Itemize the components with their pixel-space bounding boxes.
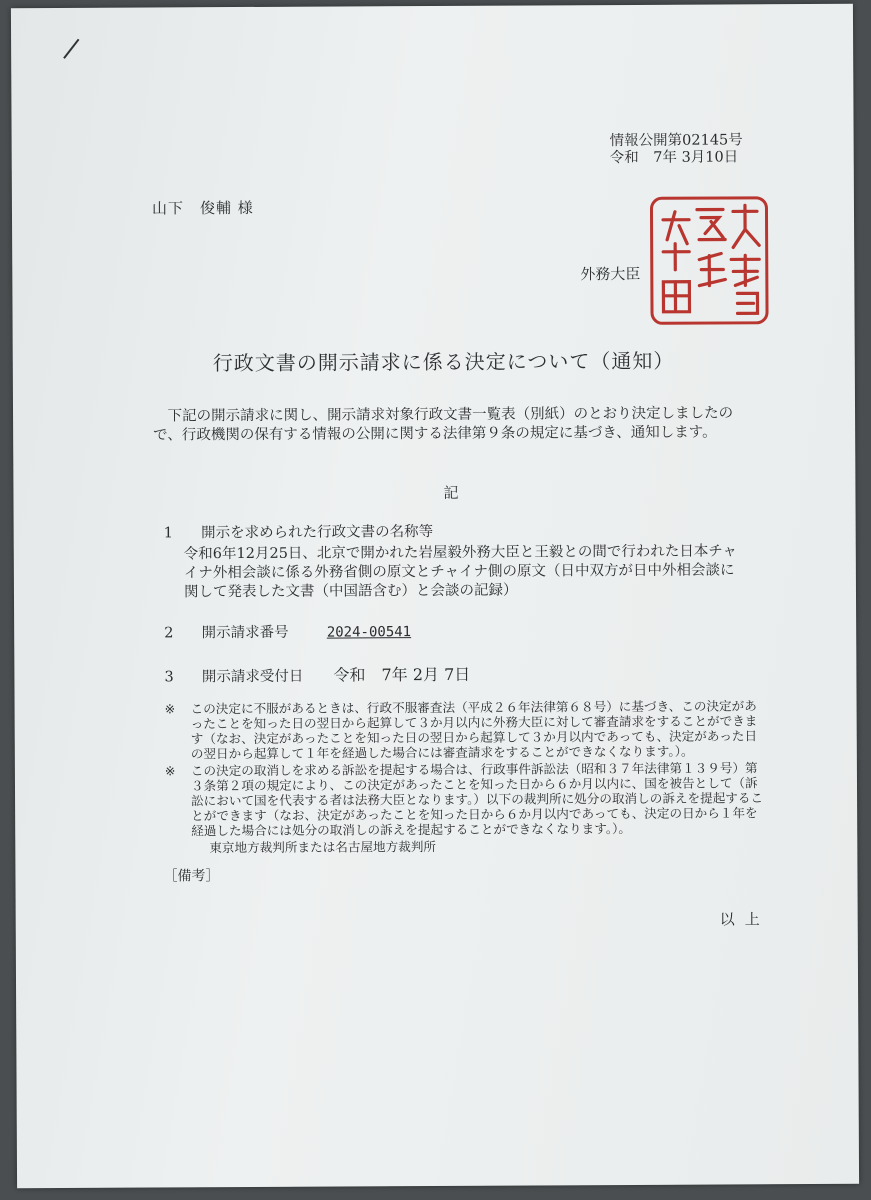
note-text: この決定に不服があるときは、行政不服審査法（平成２６年法律第６８号）に基づき、この決定があったことを知った日の翌日から起算して３か月以内に外務大臣に対して審査請求をすることができます（なお、決定があったことを知った日の翌日から起算して３か月以内であっても、決定があった日の翌日から起算して１年を経過した場合には審査請求をすることができなくなります。）。	[190, 698, 758, 762]
item-number: 3	[164, 669, 174, 686]
document-header	[610, 132, 743, 167]
item-number: 1	[163, 525, 173, 542]
seal-text: 外務大臣之印	[652, 199, 659, 201]
item-number: 2	[164, 625, 174, 642]
note-mark: ※	[164, 701, 176, 717]
document-date: 令和 7年 3月10日	[609, 149, 739, 167]
note-mark: ※	[164, 763, 176, 779]
item-1	[164, 520, 434, 542]
document-number: 情報公開第02145号	[609, 132, 743, 150]
item-1-detail: 令和6年12月25日、北京で開かれた岩屋毅外務大臣と王毅との間で行われた日本チャイナ外相会談に係る外務省側の原文とチャイナ側の原文（日中双方が日中外相会談に関して発表した文書（中国語含む）と会談の記録）	[183, 543, 738, 601]
request-number: 2024-00541	[326, 624, 412, 641]
item-2	[164, 620, 411, 642]
item-label: 開示請求受付日	[201, 668, 304, 686]
official-seal	[650, 196, 769, 325]
ki-heading: 記	[443, 483, 459, 502]
notes	[165, 698, 766, 855]
remarks: ［備考］	[163, 868, 220, 885]
court-names: 東京地方裁判所または名古屋地方裁判所	[209, 838, 437, 856]
note-text: この決定の取消しを求める訴訟を提起する場合は、行政事件訴訟法（昭和３７年法律第１３９号）第３条第２項の規定により、この決定があったことを知った日から６か月以内に、国を被告として（訴訟において国を代表する者は法務大臣となります。）以下の裁判所に処分の取消しの訴えを提起することができます（なお、決定があったことを知った日から６か月以内であっても、決定の日から１年を経過した場合には処分の取消しの訴えを提起することができなくなります。）。	[190, 760, 764, 839]
item-3	[164, 662, 470, 687]
pen-mark	[63, 39, 79, 59]
note-2	[165, 760, 765, 838]
item-label: 開示を求められた行政文書の名称等	[201, 524, 434, 542]
body-paragraph: 下記の開示請求に関し、開示請求対象行政文書一覧表（別紙）のとおり決定しましたので、行政機関の保有する情報の公開に関する法律第９条の規定に基づき、通知します。	[153, 405, 734, 444]
item-label: 開示請求番号	[201, 624, 289, 642]
sender: 外務大臣	[580, 264, 641, 284]
closing: 以上	[719, 910, 770, 929]
seal-glyphs	[653, 199, 766, 322]
receipt-date: 令和 7年 2月 7日	[333, 664, 471, 685]
document-page	[11, 4, 859, 1188]
addressee: 山下 俊輔 様	[151, 198, 254, 218]
note-1	[165, 698, 765, 761]
document-title: 行政文書の開示請求に係る決定について（通知）	[212, 348, 675, 376]
